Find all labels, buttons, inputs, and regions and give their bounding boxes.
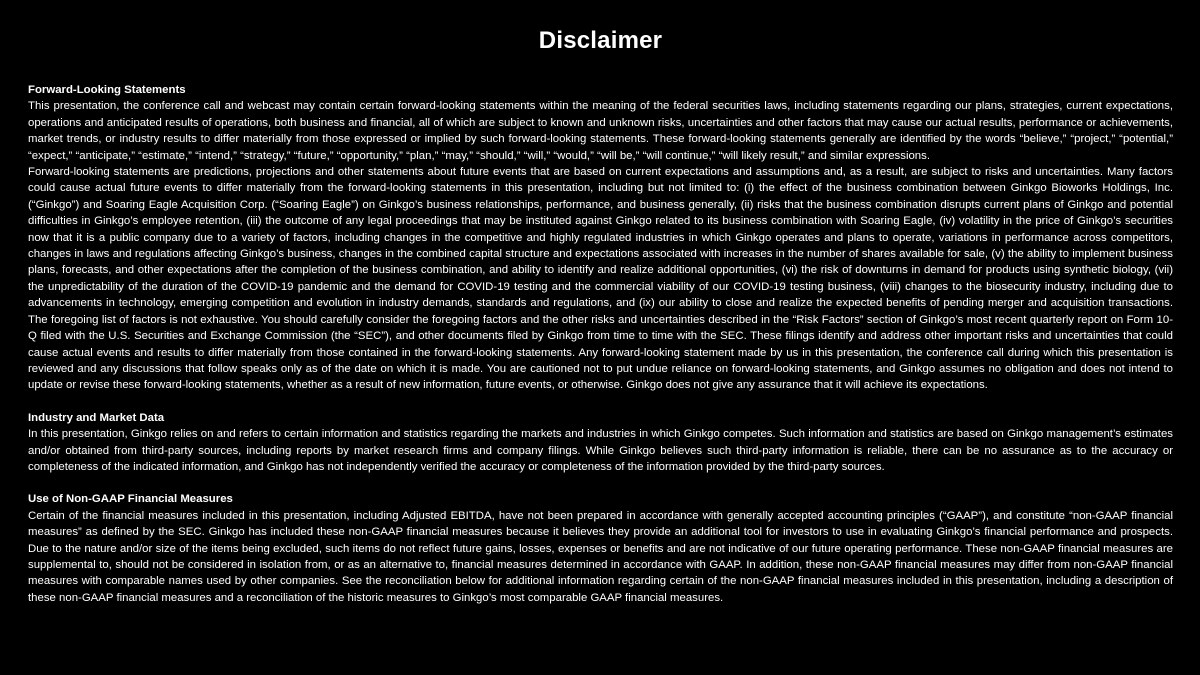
section-non-gaap-financial-measures: [28, 491, 1173, 606]
section-heading: Use of Non-GAAP Financial Measures: [28, 493, 233, 506]
section-forward-looking-statements: [28, 82, 1173, 394]
page-title: Disclaimer: [538, 27, 663, 54]
paragraph: Forward-looking statements are predictions, projections and other statements about future events that are based on current expectations and assumptions and, as a result, are subject to risks and uncertainties. Many factors could cause actual future events to differ materially from the forward-looking statements in this presentation, including but not limited to: (i) the effect of the business combination between Ginkgo Bioworks Holdings, Inc. (“Ginkgo”) and Soaring Eagle Acquisition Corp. (“Soaring Eagle”) on Ginkgo’s business relationships, performance, and business generally, (ii) risks that the business combination disrupts current plans of Ginkgo and potential difficulties in Ginkgo’s employee retention, (iii) the outcome of any legal proceedings that may be instituted against Ginkgo related to its business combination with Soaring Eagle, (iv) volatility in the price of Ginkgo’s securities now that it is a public company due to a variety of factors, including changes in the competitive and highly regulated industries in which Ginkgo operates and plans to operate, variations in performance across competitors, changes in laws and regulations affecting Ginkgo’s business, changes in the combined capital structure and expectations associated with increases in the number of shares available for sale, (v) the ability to implement business plans, forecasts, and other expectations after the completion of the business combination, and ability to identify and realize additional opportunities, (vi) the risk of downturns in demand for products using synthetic biology, (vii) the unpredictability of the duration of the COVID-19 pandemic and the demand for COVID-19 testing and the commercial viability of our COVID-19 testing business, (viii) changes to the biosecurity industry, including due to advancements in technology, emerging competition and evolution in industry demands, standards and regulations, and (ix) our ability to close and realize the expected benefits of pending merger and acquisition transactions. The foregoing list of factors is not exhaustive. You should carefully consider the foregoing factors and the other risks and uncertainties described in the “Risk Factors” section of Ginkgo’s most recent quarterly report on Form 10-Q filed with the U.S. Securities and Exchange Commission (the “SEC”), and other documents filed by Ginkgo from time to time with the SEC. These filings identify and address other important risks and uncertainties that could cause actual events and results to differ materially from those contained in the forward-looking statements. Any forward-looking statement made by us in this presentation, the conference call during which this presentation is reviewed and any discussions that follow speaks only as of the date on which it is made. You are cautioned not to put undue reliance on forward-looking statements, and Ginkgo assumes no obligation and does not intend to update or revise these forward-looking statements, whether as a result of new information, future events, or otherwise. Ginkgo does not give any assurance that it will achieve its expectations.: [28, 166, 1173, 392]
paragraph: In this presentation, Ginkgo relies on and refers to certain information and statistics regarding the markets and industries in which Ginkgo competes. Such information and statistics are based on Ginkgo management’s estimates and/or obtained from third-party sources, including reports by market research firms and company filings. While Ginkgo believes such third-party information is reliable, there can be no assurance as to the accuracy or completeness of the indicated information, and Ginkgo has not independently verified the accuracy or completeness of the information provided by the third-party sources.: [28, 428, 1173, 473]
disclaimer-slide: [28, 24, 1173, 664]
section-heading: Forward-Looking Statements: [28, 84, 186, 96]
section-industry-and-market-data: [28, 410, 1173, 476]
paragraph: This presentation, the conference call and webcast may contain certain forward-looking statements within the meaning of the federal securities laws, including statements regarding our plans, strategies, current expectations, operations and anticipated results of operations, both business and financial, all of which are subject to known and unknown risks, uncertainties and other factors that may cause our actual results, performance or achievements, market trends, or industry results to differ materially from those expressed or implied by such forward-looking statements. These forward-looking statements generally are identified by the words “believe,” “project,” “potential,” “expect,” “anticipate,” “estimate,” “intend,” “strategy,” “future,” “opportunity,” “plan,” “may,” “should,” “will,” “would,” “will be,” “will continue,” “will likely result,” and similar expressions.: [28, 100, 1173, 162]
section-heading: Industry and Market Data: [28, 411, 165, 424]
paragraph: Certain of the financial measures included in this presentation, including Adjusted EBITDA, have not been prepared in accordance with generally accepted accounting principles (“GAAP”), and constitute “non-GAAP financial measures” as defined by the SEC. Ginkgo has included these non-GAAP financial measures because it believes they provide an additional tool for investors to use in evaluating Ginkgo’s financial performance and prospects. Due to the nature and/or size of the items being excluded, such items do not reflect future gains, losses, expenses or benefits and are not indicative of our future operating performance. These non-GAAP financial measures are supplemental to, should not be considered in isolation from, or as an alternative to, financial measures determined in accordance with GAAP. In addition, these non-GAAP financial measures may differ from non-GAAP financial measures with comparable names used by other companies. See the reconciliation below for additional information regarding certain of the non-GAAP financial measures included in this presentation, including a description of these non-GAAP financial measures and a reconciliation of the historic measures to Ginkgo’s most comparable GAAP financial measures.: [28, 509, 1173, 604]
